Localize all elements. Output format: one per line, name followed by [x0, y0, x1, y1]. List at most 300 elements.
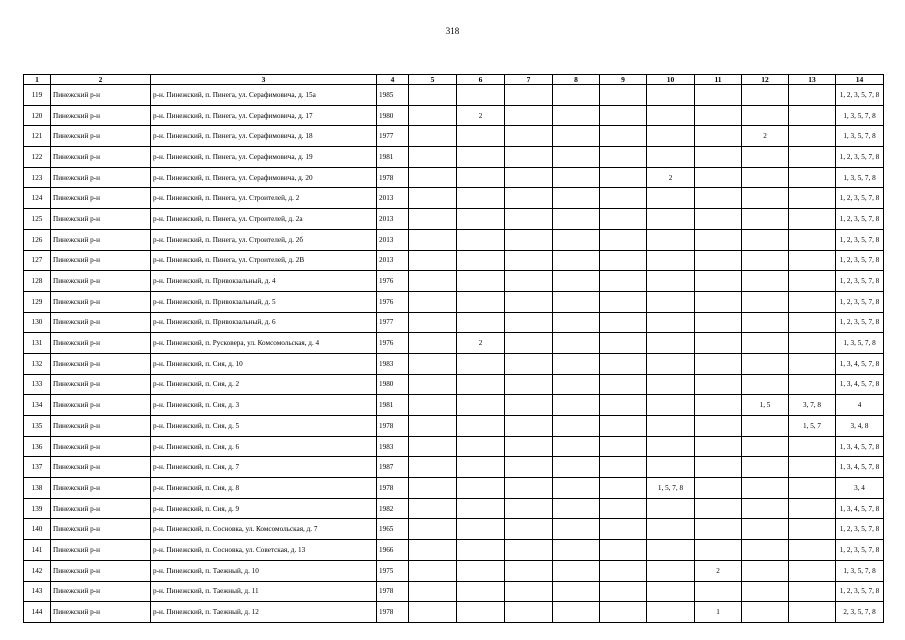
table-cell: [647, 271, 695, 292]
table-cell: [505, 540, 553, 561]
table-cell: [600, 291, 647, 312]
table-cell: [789, 602, 836, 623]
table-cell: [600, 353, 647, 374]
table-cell: [553, 229, 600, 250]
table-cell: 1, 2, 3, 5, 7, 8: [836, 85, 884, 106]
table-cell: [505, 271, 553, 292]
table-cell: Пинежский р-н: [51, 395, 151, 416]
table-cell: [457, 188, 505, 209]
table-cell: [505, 209, 553, 230]
table-cell: [409, 291, 457, 312]
table-cell: 135: [24, 416, 51, 437]
table-cell: [409, 250, 457, 271]
table-cell: [505, 147, 553, 168]
table-cell: [553, 85, 600, 106]
table-cell: 1, 5, 7: [789, 416, 836, 437]
table-cell: Пинежский р-н: [51, 498, 151, 519]
table-cell: [505, 416, 553, 437]
table-cell: 1, 5: [742, 395, 789, 416]
table-cell: р-н. Пинежский, п. Сия, д. 9: [151, 498, 377, 519]
column-header: 5: [409, 75, 457, 85]
table-cell: 132: [24, 353, 51, 374]
page-number: 318: [445, 26, 460, 36]
table-cell: [457, 457, 505, 478]
table-cell: [600, 478, 647, 499]
table-cell: 2, 3, 5, 7, 8: [836, 602, 884, 623]
table-cell: р-н. Пинежский, п. Сия, д. 3: [151, 395, 377, 416]
table-header-row: [24, 75, 884, 85]
table-cell: [457, 581, 505, 602]
table-cell: 123: [24, 167, 51, 188]
table-cell: 126: [24, 229, 51, 250]
table-cell: р-н. Пинежский, п. Пинега, ул. Серафимовича, д. 15а: [151, 85, 377, 106]
table-cell: 140: [24, 519, 51, 540]
table-cell: [742, 271, 789, 292]
table-cell: р-н. Пинежский, п. Пинега, ул. Серафимовича, д. 18: [151, 126, 377, 147]
table-cell: 1, 2, 3, 5, 7, 8: [836, 209, 884, 230]
table-cell: [647, 312, 695, 333]
table-cell: 1978: [377, 581, 409, 602]
table-cell: [409, 333, 457, 354]
table-cell: [505, 105, 553, 126]
table-cell: [553, 602, 600, 623]
table-cell: [789, 478, 836, 499]
table-cell: [457, 436, 505, 457]
column-header: 13: [789, 75, 836, 85]
table-cell: [695, 374, 742, 395]
table-cell: 128: [24, 271, 51, 292]
table-cell: 1983: [377, 353, 409, 374]
table-cell: 1977: [377, 312, 409, 333]
table-row: [24, 229, 884, 250]
table-cell: 2: [742, 126, 789, 147]
table-row: [24, 147, 884, 168]
table-cell: 1983: [377, 436, 409, 457]
table-cell: [553, 105, 600, 126]
table-cell: 2: [457, 333, 505, 354]
table-cell: Пинежский р-н: [51, 126, 151, 147]
table-cell: 122: [24, 147, 51, 168]
table-cell: [505, 602, 553, 623]
table-cell: [553, 457, 600, 478]
table-cell: [600, 167, 647, 188]
table-cell: [553, 436, 600, 457]
table-cell: Пинежский р-н: [51, 560, 151, 581]
table-cell: [695, 457, 742, 478]
table-cell: [600, 457, 647, 478]
table-cell: [647, 457, 695, 478]
table-cell: [505, 436, 553, 457]
table-cell: [457, 498, 505, 519]
table-cell: р-н. Пинежский, п. Сосновка, ул. Советская, д. 13: [151, 540, 377, 561]
table-cell: 2: [695, 560, 742, 581]
table-cell: [789, 291, 836, 312]
table-cell: Пинежский р-н: [51, 312, 151, 333]
table-cell: [647, 581, 695, 602]
table-cell: 119: [24, 85, 51, 106]
table-cell: [600, 395, 647, 416]
table-cell: 1, 2, 3, 5, 7, 8: [836, 250, 884, 271]
table-row: [24, 519, 884, 540]
table-cell: [457, 291, 505, 312]
table-cell: [742, 250, 789, 271]
table-row: [24, 85, 884, 106]
table-cell: [457, 395, 505, 416]
table-cell: Пинежский р-н: [51, 147, 151, 168]
table-cell: [789, 312, 836, 333]
table-cell: [789, 167, 836, 188]
table-cell: [647, 250, 695, 271]
table-cell: 1977: [377, 126, 409, 147]
table-cell: 1985: [377, 85, 409, 106]
table-row: [24, 560, 884, 581]
table-cell: 120: [24, 105, 51, 126]
table-cell: [789, 519, 836, 540]
table-cell: 2013: [377, 209, 409, 230]
table-row: [24, 478, 884, 499]
table-cell: [505, 374, 553, 395]
table-cell: [457, 602, 505, 623]
table-cell: [647, 395, 695, 416]
table-cell: 1, 2, 3, 5, 7, 8: [836, 188, 884, 209]
table-cell: [647, 602, 695, 623]
table-cell: [789, 457, 836, 478]
table-cell: [742, 602, 789, 623]
housing-registry-table: [23, 74, 884, 623]
table-cell: 1, 2, 3, 5, 7, 8: [836, 540, 884, 561]
table-cell: [742, 581, 789, 602]
table-cell: [647, 126, 695, 147]
table-cell: Пинежский р-н: [51, 271, 151, 292]
table-cell: р-н. Пинежский, п. Пинега, ул. Серафимовича, д. 20: [151, 167, 377, 188]
table-cell: [409, 126, 457, 147]
table-cell: 1, 3, 4, 5, 7, 8: [836, 436, 884, 457]
column-header: 6: [457, 75, 505, 85]
table-cell: [695, 478, 742, 499]
table-cell: [409, 85, 457, 106]
table-cell: 131: [24, 333, 51, 354]
table-cell: 1978: [377, 416, 409, 437]
table-row: [24, 312, 884, 333]
column-header: 10: [647, 75, 695, 85]
table-cell: [553, 209, 600, 230]
table-cell: [505, 312, 553, 333]
table-cell: [457, 85, 505, 106]
table-cell: р-н. Пинежский, п. Пинега, ул. Серафимовича, д. 17: [151, 105, 377, 126]
table-cell: [505, 291, 553, 312]
table-cell: 4: [836, 395, 884, 416]
table-cell: [789, 436, 836, 457]
table-cell: 133: [24, 374, 51, 395]
table-cell: [695, 105, 742, 126]
table-cell: [647, 209, 695, 230]
table-cell: [553, 271, 600, 292]
table-cell: [695, 540, 742, 561]
table-cell: 1976: [377, 291, 409, 312]
table-cell: [457, 519, 505, 540]
table-cell: [553, 250, 600, 271]
table-cell: [742, 229, 789, 250]
table-cell: р-н. Пинежский, п. Привокзальный, д. 6: [151, 312, 377, 333]
table-cell: [409, 602, 457, 623]
table-cell: 136: [24, 436, 51, 457]
table-cell: [505, 229, 553, 250]
table-cell: [600, 209, 647, 230]
table-cell: [695, 395, 742, 416]
table-row: [24, 395, 884, 416]
table-cell: [600, 560, 647, 581]
table-cell: Пинежский р-н: [51, 333, 151, 354]
column-header: 4: [377, 75, 409, 85]
column-header: 2: [51, 75, 151, 85]
table-cell: [789, 85, 836, 106]
table-cell: [409, 374, 457, 395]
table-cell: 1966: [377, 540, 409, 561]
column-header: 7: [505, 75, 553, 85]
table-cell: [695, 85, 742, 106]
table-cell: [600, 271, 647, 292]
table-cell: [409, 581, 457, 602]
table-cell: [457, 560, 505, 581]
table-cell: [695, 209, 742, 230]
table-cell: [409, 167, 457, 188]
table-cell: 2: [647, 167, 695, 188]
table-cell: 124: [24, 188, 51, 209]
table-cell: р-н. Пинежский, п. Русковера, ул. Комсомольская, д. 4: [151, 333, 377, 354]
table-row: [24, 291, 884, 312]
table-cell: [600, 602, 647, 623]
table-cell: 1, 2, 3, 5, 7, 8: [836, 229, 884, 250]
table-cell: [789, 374, 836, 395]
table-cell: [457, 209, 505, 230]
table-cell: 1978: [377, 602, 409, 623]
table-row: [24, 374, 884, 395]
table-cell: [600, 312, 647, 333]
table-cell: [647, 436, 695, 457]
table-cell: [600, 250, 647, 271]
table-cell: [505, 457, 553, 478]
table-cell: [505, 188, 553, 209]
table-cell: [409, 353, 457, 374]
table-cell: Пинежский р-н: [51, 167, 151, 188]
table-cell: [695, 519, 742, 540]
table-cell: Пинежский р-н: [51, 416, 151, 437]
table-cell: [409, 147, 457, 168]
table-cell: Пинежский р-н: [51, 436, 151, 457]
table-cell: 130: [24, 312, 51, 333]
table-cell: 2013: [377, 250, 409, 271]
table-cell: [600, 436, 647, 457]
table-cell: 1, 2, 3, 5, 7, 8: [836, 271, 884, 292]
table-cell: 1978: [377, 167, 409, 188]
table-cell: р-н. Пинежский, п. Пинега, ул. Строителей, д. 2В: [151, 250, 377, 271]
table-cell: [457, 312, 505, 333]
table-cell: [789, 229, 836, 250]
table-cell: [742, 353, 789, 374]
table-cell: [505, 498, 553, 519]
table-cell: [789, 353, 836, 374]
table-cell: [789, 560, 836, 581]
table-cell: [457, 250, 505, 271]
table-cell: [409, 498, 457, 519]
table-cell: [457, 416, 505, 437]
table-cell: [742, 498, 789, 519]
table-cell: р-н. Пинежский, п. Пинега, ул. Строителей, д. 2б: [151, 229, 377, 250]
table-cell: [647, 560, 695, 581]
column-header: 14: [836, 75, 884, 85]
table-cell: [553, 126, 600, 147]
table-cell: Пинежский р-н: [51, 209, 151, 230]
table-row: [24, 105, 884, 126]
table-cell: [695, 333, 742, 354]
table-cell: Пинежский р-н: [51, 250, 151, 271]
table-cell: р-н. Пинежский, п. Пинега, ул. Серафимовича, д. 19: [151, 147, 377, 168]
table-cell: Пинежский р-н: [51, 353, 151, 374]
table-cell: [600, 519, 647, 540]
table-cell: Пинежский р-н: [51, 478, 151, 499]
table-cell: [742, 105, 789, 126]
table-cell: [647, 229, 695, 250]
table-cell: 1, 2, 3, 5, 7, 8: [836, 147, 884, 168]
table-cell: [742, 147, 789, 168]
table-cell: [505, 519, 553, 540]
table-cell: 1, 3, 4, 5, 7, 8: [836, 353, 884, 374]
table-cell: [647, 353, 695, 374]
table-cell: [409, 209, 457, 230]
table-cell: [553, 540, 600, 561]
table-cell: р-н. Пинежский, п. Сосновка, ул. Комсомольская, д. 7: [151, 519, 377, 540]
table-cell: [505, 395, 553, 416]
table-cell: [505, 167, 553, 188]
table-cell: [505, 126, 553, 147]
table-cell: [409, 271, 457, 292]
column-header: 1: [24, 75, 51, 85]
table-cell: 1, 2, 3, 5, 7, 8: [836, 312, 884, 333]
table-cell: [600, 126, 647, 147]
table-cell: р-н. Пинежский, п. Таежный, д. 11: [151, 581, 377, 602]
table-cell: [647, 85, 695, 106]
table-cell: [695, 126, 742, 147]
table-cell: [553, 560, 600, 581]
table-cell: 129: [24, 291, 51, 312]
table-cell: 1, 2, 3, 5, 7, 8: [836, 581, 884, 602]
table-cell: Пинежский р-н: [51, 291, 151, 312]
table-cell: [505, 353, 553, 374]
table-cell: [695, 581, 742, 602]
table-cell: [409, 436, 457, 457]
table-body: [24, 85, 884, 623]
table-cell: [553, 395, 600, 416]
table-cell: [457, 353, 505, 374]
table-cell: р-н. Пинежский, п. Таежный, д. 12: [151, 602, 377, 623]
table-cell: [695, 291, 742, 312]
table-cell: 1, 3, 5, 7, 8: [836, 333, 884, 354]
table-cell: [695, 271, 742, 292]
table-cell: [553, 333, 600, 354]
table-cell: [553, 478, 600, 499]
column-header: 11: [695, 75, 742, 85]
table-cell: [789, 250, 836, 271]
table-row: [24, 581, 884, 602]
table-cell: 1, 3, 4, 5, 7, 8: [836, 374, 884, 395]
table-cell: [695, 312, 742, 333]
table-cell: [742, 457, 789, 478]
table-cell: 121: [24, 126, 51, 147]
table-cell: 1965: [377, 519, 409, 540]
table-cell: Пинежский р-н: [51, 85, 151, 106]
table-row: [24, 353, 884, 374]
table-cell: [505, 85, 553, 106]
table-cell: 1976: [377, 271, 409, 292]
column-header: 9: [600, 75, 647, 85]
table-cell: [789, 498, 836, 519]
table-cell: [553, 374, 600, 395]
table-cell: 1, 5, 7, 8: [647, 478, 695, 499]
table-cell: 134: [24, 395, 51, 416]
table-cell: [600, 498, 647, 519]
table-cell: Пинежский р-н: [51, 229, 151, 250]
table-cell: [409, 540, 457, 561]
table-cell: [457, 229, 505, 250]
table-row: [24, 540, 884, 561]
table-cell: [409, 416, 457, 437]
table-cell: 1, 2, 3, 5, 7, 8: [836, 519, 884, 540]
table-row: [24, 498, 884, 519]
table-cell: [742, 291, 789, 312]
table-row: [24, 167, 884, 188]
table-cell: [553, 147, 600, 168]
table-cell: [742, 209, 789, 230]
table-cell: [457, 126, 505, 147]
table-cell: [553, 167, 600, 188]
table-cell: 2013: [377, 229, 409, 250]
table-cell: 2: [457, 105, 505, 126]
table-cell: [742, 560, 789, 581]
table-cell: [457, 167, 505, 188]
table-cell: [647, 540, 695, 561]
table-cell: 1987: [377, 457, 409, 478]
table-cell: [695, 229, 742, 250]
table-cell: [742, 416, 789, 437]
table-cell: р-н. Пинежский, п. Пинега, ул. Строителей, д. 2: [151, 188, 377, 209]
table-cell: [505, 250, 553, 271]
table-cell: [647, 498, 695, 519]
table-cell: р-н. Пинежский, п. Таежный, д. 10: [151, 560, 377, 581]
table-cell: 1980: [377, 105, 409, 126]
table-cell: [553, 416, 600, 437]
table-cell: [789, 271, 836, 292]
table-cell: [457, 374, 505, 395]
table-cell: [695, 167, 742, 188]
table-cell: р-н. Пинежский, п. Сия, д. 7: [151, 457, 377, 478]
table-cell: [600, 416, 647, 437]
table-cell: [695, 416, 742, 437]
table-row: [24, 188, 884, 209]
table-cell: 1, 3, 4, 5, 7, 8: [836, 498, 884, 519]
table-cell: [789, 126, 836, 147]
table-cell: [600, 540, 647, 561]
table-cell: [409, 395, 457, 416]
table-cell: [600, 229, 647, 250]
table-cell: [505, 581, 553, 602]
table-cell: [553, 498, 600, 519]
table-cell: [695, 436, 742, 457]
table-cell: 143: [24, 581, 51, 602]
table-cell: [553, 581, 600, 602]
table-cell: [789, 540, 836, 561]
table-cell: [457, 271, 505, 292]
table-cell: 141: [24, 540, 51, 561]
